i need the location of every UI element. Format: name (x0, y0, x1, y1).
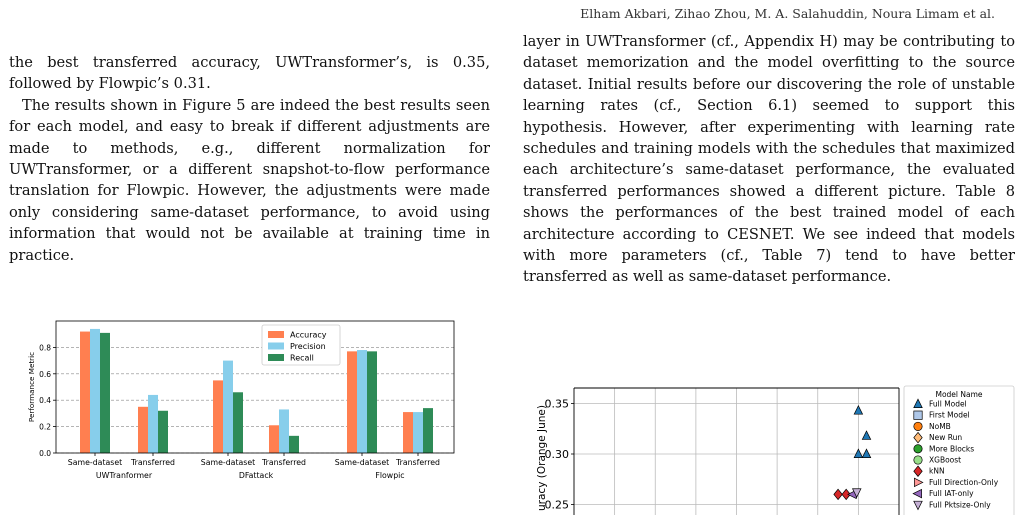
bar-precision (148, 395, 158, 453)
point-knn (834, 489, 842, 499)
y-axis-label: uracy (Orange June) (536, 405, 548, 511)
legend-title: Model Name (935, 390, 983, 399)
x-tick-label: Same-dataset (67, 458, 123, 467)
bar-recall (367, 351, 377, 453)
y-axis-label: Performance Metric (27, 351, 36, 423)
bar-recall (233, 392, 243, 453)
group-label: Flowpic (375, 471, 405, 480)
bar-recall (289, 436, 299, 453)
y-tick-label: 0.2 (39, 422, 51, 432)
bar-recall (158, 411, 168, 453)
running-header: Elham Akbari, Zihao Zhou, M. A. Salahuddin, Noura Limam et al. (580, 6, 995, 21)
y-tick-label: 0.0 (39, 449, 51, 458)
legend-marker (914, 445, 922, 453)
bar-accuracy (138, 407, 148, 453)
bar-precision (357, 350, 367, 453)
group-label: DFattack (238, 471, 274, 480)
scatter-points (709, 379, 900, 515)
bar-accuracy (213, 380, 223, 453)
point-full-model (854, 449, 862, 457)
legend-label: NoMB (929, 421, 951, 431)
legend-label: Accuracy (290, 330, 327, 340)
y-tick-label: 0.4 (39, 396, 51, 406)
legend-swatch (268, 354, 284, 361)
legend-label: Precision (290, 342, 326, 351)
bar-precision (413, 412, 423, 453)
x-tick-label: Same-dataset (334, 458, 390, 467)
y-tick-label: 0.25 (544, 498, 569, 512)
plot-area (56, 321, 454, 453)
bar-accuracy (347, 351, 357, 453)
point-full-model (862, 449, 870, 457)
legend-label: Full IAT-only (929, 489, 974, 499)
legend-label: First Model (929, 410, 970, 420)
legend-swatch (268, 331, 284, 338)
group-label: UWTranformer (95, 471, 153, 480)
bar-precision (90, 329, 100, 453)
legend-label: New Run (929, 433, 963, 443)
bar-legend (262, 325, 340, 365)
bar-precision (279, 409, 289, 453)
legend-label: Full Model (929, 399, 967, 409)
x-tick-label: Transferred (262, 458, 306, 467)
right-column (523, 31, 1015, 288)
bar-chart-figure (22, 318, 472, 488)
point-full-model (854, 406, 862, 414)
bar-recall (100, 333, 110, 453)
x-tick-label: Transferred (131, 458, 175, 467)
legend-label: More Blocks (929, 444, 975, 454)
x-tick-label: Transferred (396, 458, 440, 467)
legend-label: XGBoost (929, 455, 962, 465)
left-paragraph-2: The results shown in Figure 5 are indeed the best results seen for each model, and easy to break if different adjustments are made to methods, e.g., different normalization for UWTransformer, or a different snapshot-to-flow performance translation for Flowpic. However, the adjustments were made only considering same-dataset performance, to avoid using information that would not be available at training time in practice. (9, 96, 490, 264)
left-paragraph-1: the best transferred accuracy, UWTransformer’s, is 0.35, followed by Flowpic’s 0.31. (9, 54, 490, 93)
legend-marker (914, 456, 922, 464)
bar-precision (223, 361, 233, 453)
legend-marker (914, 411, 922, 419)
x-tick-label: Same-dataset (200, 458, 256, 467)
legend-swatch (268, 343, 284, 350)
scatter-legend (904, 386, 1014, 515)
y-tick-label: 0.8 (39, 343, 51, 353)
left-column (9, 52, 490, 266)
legend-marker (914, 422, 922, 430)
y-tick-label: 0.6 (39, 369, 51, 379)
legend-label: Recall (290, 353, 314, 363)
bar-accuracy (403, 412, 413, 453)
legend-label: Full Pktsize-Only (929, 500, 991, 510)
y-tick-label: 0.35 (544, 397, 569, 411)
point-full-model (862, 431, 870, 439)
legend-label: Full Direction-Only (929, 477, 999, 487)
bar-accuracy (269, 425, 279, 453)
right-paragraph-1: layer in UWTransformer (cf., Appendix H) may be contributing to dataset memorization and the model overfitting to the source dataset. Initial results before our discovering the role of unstable learning rates (cf., Section 6.1) seemed to support this hypothesis. However, after experimenting with learning rate schedules and training models with the schedules that maximized each architecture’s same-dataset performance, the evaluated transferred performances showed a different picture. Table 8 shows the performances of the best trained model of each architecture according to CESNET. We see indeed that models with more parameters (cf., Table 7) tend to have better transferred as well as same-dataset performance. (523, 33, 1015, 286)
legend-label: kNN (929, 466, 945, 476)
bar-accuracy (80, 332, 90, 453)
scatter-chart-figure (526, 378, 1016, 515)
point-full-model (862, 379, 870, 387)
y-tick-label: 0.30 (544, 448, 569, 461)
bar-recall (423, 408, 433, 453)
